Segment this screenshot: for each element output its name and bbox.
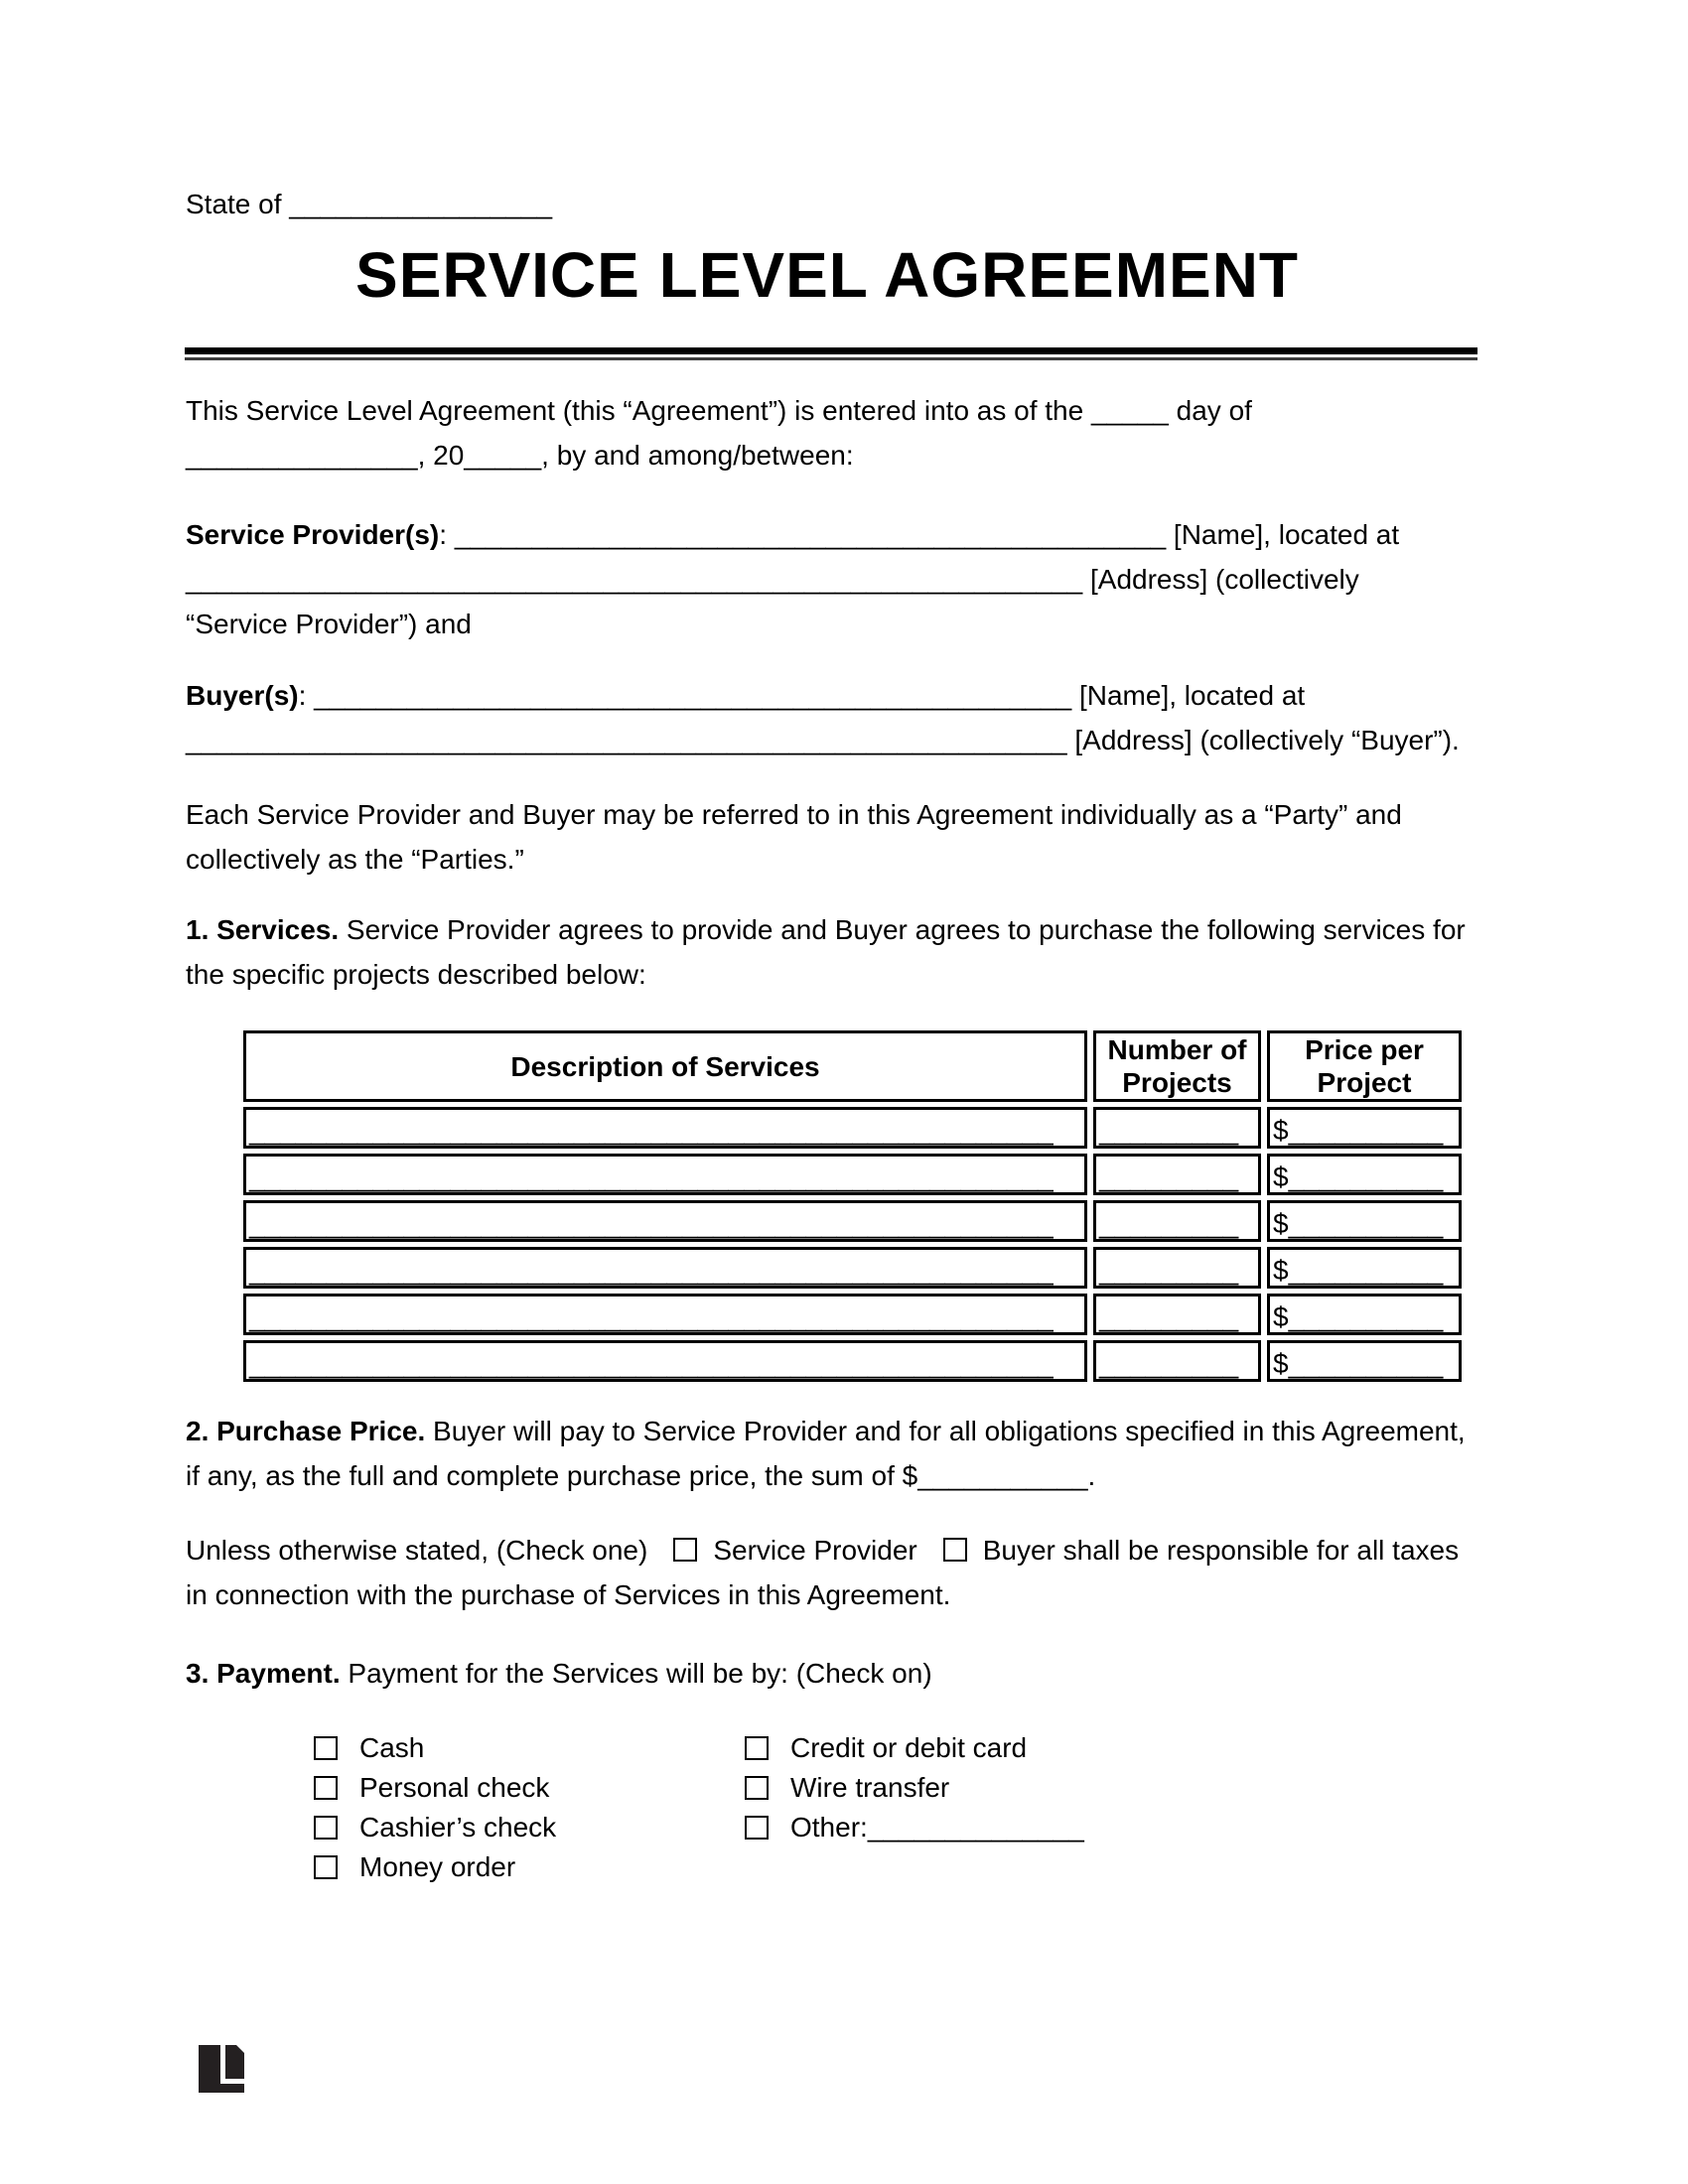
payment-option-label: Credit or debit card (790, 1732, 1028, 1763)
title-divider (185, 347, 1477, 360)
dollar-sign: $ (1273, 1208, 1289, 1239)
payment-option-label: Personal check (359, 1772, 550, 1803)
price-per-project-cell[interactable] (1267, 1200, 1462, 1242)
price-blank[interactable]: __________ (1288, 1255, 1444, 1286)
payment-option-label: Money order (359, 1851, 516, 1882)
number-of-projects-cell[interactable] (1093, 1247, 1261, 1289)
dollar-sign: $ (1273, 1301, 1289, 1332)
service-description-cell[interactable] (243, 1107, 1087, 1149)
projects-blank[interactable]: _________ (1099, 1255, 1239, 1286)
number-of-projects-cell[interactable] (1093, 1340, 1261, 1382)
buyer-label: Buyer(s) (186, 680, 299, 711)
buyer-name-tag: [Name], located at (1071, 680, 1306, 711)
price-per-project-cell[interactable] (1267, 1294, 1462, 1335)
buyer-separator: : (298, 680, 315, 711)
dollar-sign: $ (1273, 1115, 1289, 1146)
checkbox-icon-buyer[interactable] (943, 1538, 967, 1562)
payment-option-label: Cash (359, 1732, 425, 1763)
number-of-projects-cell[interactable] (1093, 1154, 1261, 1195)
taxes-text: Unless otherwise stated, (Check one) (186, 1535, 648, 1566)
payment-option-cash[interactable] (314, 1728, 556, 1768)
intro-text-1: This Service Level Agreement (this “Agreement”) is entered into as of the (186, 395, 1091, 426)
checkbox-icon-service-provider[interactable] (673, 1538, 697, 1562)
payment-option-wire-transfer[interactable] (745, 1768, 1084, 1808)
section-purchase-body: Buyer will pay to Service Provider and for all obligations specified in this Agreement, if any, as the full and complete purchase price, the sum of $ (186, 1416, 1466, 1491)
month-blank[interactable]: _______________ (186, 440, 418, 471)
payment-options-left-column (314, 1728, 556, 1887)
payment-option-credit-debit[interactable] (745, 1728, 1084, 1768)
price-per-project-cell[interactable] (1267, 1247, 1462, 1289)
dollar-sign: $ (1273, 1348, 1289, 1379)
price-blank[interactable]: __________ (1288, 1348, 1444, 1379)
description-blank[interactable]: ____________________________________________________ (249, 1115, 1054, 1146)
projects-blank[interactable]: _________ (1099, 1208, 1239, 1239)
service-description-cell[interactable] (243, 1200, 1087, 1242)
day-blank[interactable]: _____ (1090, 395, 1169, 426)
service-description-cell[interactable] (243, 1247, 1087, 1289)
payment-option-money-order[interactable] (314, 1847, 556, 1887)
state-blank[interactable]: _________________ (289, 189, 553, 219)
provider-address-tag: [Address] (collectively “Service Provider”) and (186, 564, 1359, 639)
payment-option-label: Other: (790, 1812, 868, 1843)
taxes-option-buyer: Buyer shall be responsible for all taxes in connection with the purchase of Services in this Agreement. (186, 1535, 1460, 1610)
projects-blank[interactable]: _________ (1099, 1348, 1239, 1379)
projects-blank[interactable]: _________ (1099, 1161, 1239, 1192)
intro-text-2: day of (1168, 395, 1252, 426)
dollar-sign: $ (1273, 1161, 1289, 1192)
payment-option-label: Wire transfer (790, 1772, 950, 1803)
checkbox-icon[interactable] (314, 1816, 338, 1840)
services-table (243, 1030, 1462, 1382)
section-payment-paragraph (186, 1651, 1469, 1696)
provider-separator: : (439, 519, 455, 550)
state-line (186, 182, 1469, 226)
payment-option-other[interactable] (745, 1808, 1084, 1847)
payment-options-right-column (745, 1728, 1084, 1847)
price-per-project-cell[interactable] (1267, 1107, 1462, 1149)
page-title: SERVICE LEVEL AGREEMENT (355, 239, 1299, 311)
payment-option-cashiers-check[interactable] (314, 1808, 556, 1847)
dollar-sign: $ (1273, 1255, 1289, 1286)
buyer-paragraph (186, 673, 1469, 762)
payment-option-label: Cashier’s check (359, 1812, 557, 1843)
buyer-address-blank[interactable]: _________________________________________________________ (186, 725, 1067, 755)
price-blank[interactable]: __________ (1288, 1301, 1444, 1332)
provider-name-blank[interactable]: ______________________________________________ (454, 519, 1167, 550)
description-blank[interactable]: ____________________________________________________ (249, 1301, 1054, 1332)
number-of-projects-cell[interactable] (1093, 1294, 1261, 1335)
section-services-heading: 1. Services. (186, 914, 340, 945)
section-purchase-period: . (1087, 1460, 1096, 1491)
checkbox-icon[interactable] (745, 1776, 769, 1800)
section-payment-heading: 3. Payment. (186, 1658, 341, 1689)
number-of-projects-cell[interactable] (1093, 1200, 1261, 1242)
description-blank[interactable]: ____________________________________________________ (249, 1161, 1054, 1192)
service-description-cell[interactable] (243, 1294, 1087, 1335)
checkbox-icon[interactable] (314, 1776, 338, 1800)
service-description-cell[interactable] (243, 1154, 1087, 1195)
description-blank[interactable]: ____________________________________________________ (249, 1208, 1054, 1239)
projects-blank[interactable]: _________ (1099, 1115, 1239, 1146)
legal-templates-logo (199, 2045, 244, 2098)
section-services-paragraph (186, 907, 1469, 997)
checkbox-icon[interactable] (745, 1736, 769, 1760)
provider-name-tag: [Name], located at (1166, 519, 1400, 550)
intro-text-3: , 20 (417, 440, 465, 471)
service-description-cell[interactable] (243, 1340, 1087, 1382)
intro-paragraph (186, 388, 1469, 478)
intro-text-4: , by and among/between: (541, 440, 854, 471)
section-purchase-heading: 2. Purchase Price. (186, 1416, 426, 1446)
buyer-address-tag: [Address] (collectively “Buyer”). (1066, 725, 1460, 755)
description-blank[interactable]: ____________________________________________________ (249, 1255, 1054, 1286)
provider-paragraph (186, 512, 1469, 646)
payment-option-personal-check[interactable] (314, 1768, 556, 1808)
projects-blank[interactable]: _________ (1099, 1301, 1239, 1332)
col-header-description: Description of Services (243, 1030, 1087, 1102)
state-of-label: State of (186, 189, 290, 219)
description-blank[interactable]: ____________________________________________________ (249, 1348, 1054, 1379)
other-blank[interactable]: ______________ (867, 1812, 1084, 1843)
price-blank[interactable]: __________ (1288, 1161, 1444, 1192)
checkbox-icon[interactable] (314, 1736, 338, 1760)
provider-address-blank[interactable]: __________________________________________________________ (186, 564, 1083, 595)
purchase-sum-blank[interactable]: ___________ (917, 1460, 1088, 1491)
section-purchase-paragraph (186, 1409, 1469, 1498)
year-blank[interactable]: _____ (464, 440, 542, 471)
price-per-project-cell[interactable] (1267, 1340, 1462, 1382)
price-blank[interactable]: __________ (1288, 1208, 1444, 1239)
provider-label: Service Provider(s) (186, 519, 440, 550)
legal-templates-logo-icon (199, 2045, 244, 2093)
section-services-body: Service Provider agrees to provide and Buyer agrees to purchase the following services for the specific projects described below: (186, 914, 1466, 990)
number-of-projects-cell[interactable] (1093, 1107, 1261, 1149)
buyer-name-blank[interactable]: _________________________________________________ (314, 680, 1072, 711)
col-header-price-per-project: Price per Project (1267, 1030, 1462, 1102)
price-per-project-cell[interactable] (1267, 1154, 1462, 1195)
section-payment-body: Payment for the Services will be by: (Check on) (340, 1658, 932, 1689)
taxes-paragraph (186, 1528, 1469, 1617)
checkbox-icon[interactable] (745, 1816, 769, 1840)
checkbox-icon[interactable] (314, 1855, 338, 1879)
price-blank[interactable]: __________ (1288, 1115, 1444, 1146)
taxes-option-service-provider: Service Provider (713, 1535, 917, 1566)
col-header-number-of-projects: Number of Projects (1093, 1030, 1261, 1102)
parties-paragraph: Each Service Provider and Buyer may be referred to in this Agreement individually as a “Party” and collectively as the “Parties.” (186, 799, 1402, 875)
